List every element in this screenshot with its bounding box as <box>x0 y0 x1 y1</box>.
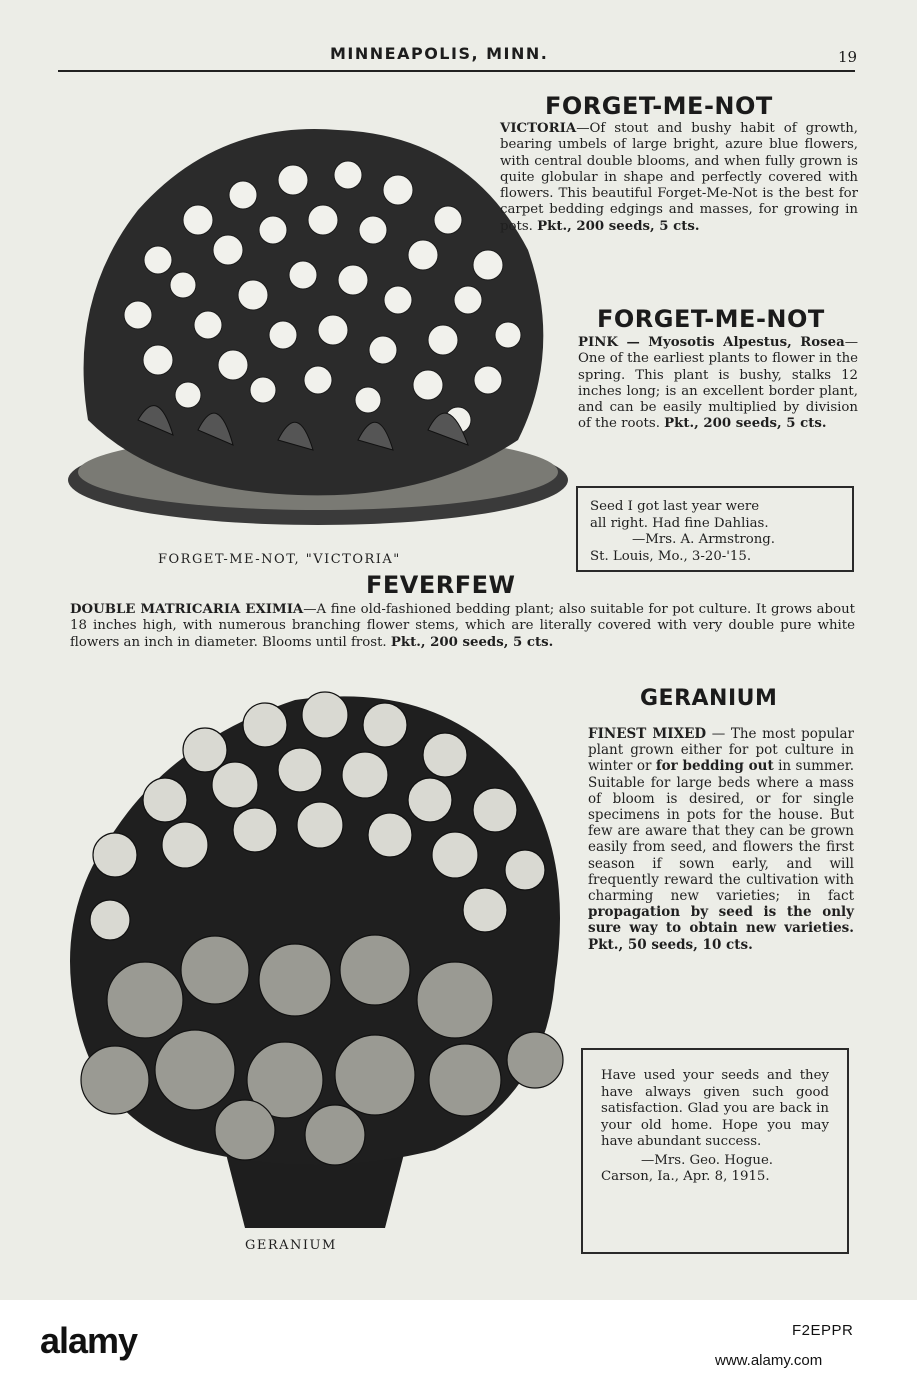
emphasis-text: for bedding out <box>655 758 774 775</box>
price: Pkt., 200 seeds, 5 cts. <box>664 416 827 432</box>
variety-name: FINEST MIXED <box>588 726 707 742</box>
variety-description: in summer. Suitable for large beds where a mass of bloom is desired, or for single specimens in pots for the house. But few are aware that they can be grown easily from seed, and flowers the first season if sown early, and will frequently reward the cultivation with charming new varieties; in fact <box>588 758 854 905</box>
variety-description: —A fine old-fashioned bedding plant; also suitable for pot culture. It grows about 18 inches high, with numerous branching flower stems, which are literally covered with very double pure white flowers an inch in diameter. Blooms until frost. <box>70 602 855 650</box>
image-id: F2EPPR <box>792 1322 854 1339</box>
watermark-band <box>0 1300 917 1390</box>
feverfew-title: FEVERFEW <box>366 571 516 599</box>
variety-name: VICTORIA <box>500 121 577 136</box>
forget-me-not-victoria-text <box>500 121 858 301</box>
variety-description: — The most popular plant grown either for pot culture in winter or <box>588 726 854 775</box>
alamy-logo: alamy <box>40 1320 138 1361</box>
testimonial-body: Have used your seeds and they have always given such good satisfaction. Glad you are back in your old home. Hope you may have abundant success. <box>601 1068 829 1149</box>
price: Pkt., 200 seeds, 5 cts. <box>537 218 700 234</box>
testimonial-armstrong <box>576 486 854 572</box>
header-rule <box>58 70 855 72</box>
geranium-text <box>588 726 854 1031</box>
geranium-title: GERANIUM <box>640 686 778 711</box>
variety-name: PINK — Myosotis Alpestus, Rosea <box>578 335 845 350</box>
forget-me-not-pink-title: FORGET-ME-NOT <box>597 305 825 333</box>
testimonial-signature: —Mrs. A. Armstrong. <box>632 532 775 547</box>
forget-me-not-illustration <box>48 100 568 540</box>
testimonial-line: all right. Had fine Dahlias. <box>590 515 769 531</box>
emphasis-text: propagation by seed is the only sure way to obtain new varieties. <box>588 904 854 937</box>
forget-me-not-victoria-title: FORGET-ME-NOT <box>545 92 773 120</box>
price: Pkt., 50 seeds, 10 cts. <box>588 936 753 953</box>
forget-me-not-caption: FORGET-ME-NOT, "VICTORIA" <box>158 552 401 567</box>
testimonial-hogue <box>581 1048 849 1254</box>
watermark-url: www.alamy.com <box>715 1352 823 1369</box>
geranium-illustration <box>55 680 575 1235</box>
variety-description: —One of the earliest plants to flower in the spring. This plant is bushy, stalks 12 inches long; is an excellent border plant, and can be easily multiplied by division of the roots. <box>578 335 858 432</box>
price: Pkt., 200 seeds, 5 cts. <box>390 634 554 650</box>
variety-name: DOUBLE MATRICARIA EXIMIA <box>70 602 304 617</box>
testimonial-line: Seed I got last year were <box>590 499 760 514</box>
geranium-caption: GERANIUM <box>245 1238 337 1253</box>
forget-me-not-pink-text <box>578 335 858 475</box>
variety-description: —Of stout and bushy habit of growth, bearing umbels of large bright, azure blue flowers, with central double blooms, and when fully grown is quite globular in shape and perfectly covered with flowers. This beautiful Forget-Me-Not is the best for carpet bedding edgings and masses, for growing in pots. <box>500 121 858 234</box>
running-head: MINNEAPOLIS, MINN. <box>330 44 549 63</box>
testimonial-location: Carson, Ia., Apr. 8, 1915. <box>601 1169 770 1184</box>
page-number: 19 <box>838 48 858 66</box>
testimonial-location: St. Louis, Mo., 3-20-'15. <box>590 548 752 564</box>
feverfew-text <box>70 602 855 672</box>
testimonial-signature: —Mrs. Geo. Hogue. <box>641 1152 774 1168</box>
